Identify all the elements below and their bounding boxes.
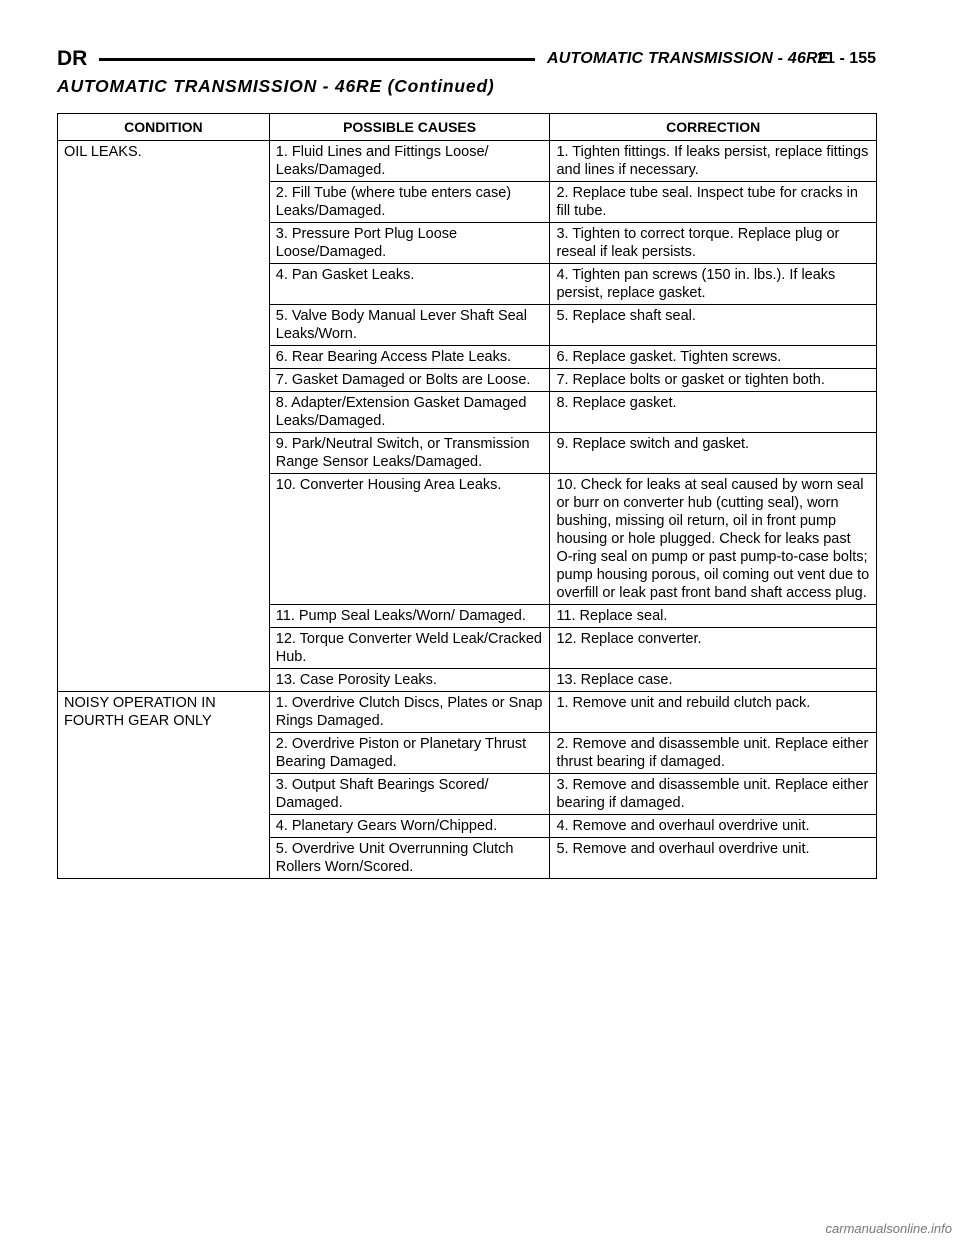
cause-cell: 5. Valve Body Manual Lever Shaft Seal Leaks/Worn. <box>269 305 550 346</box>
cause-cell: 5. Overdrive Unit Overrunning Clutch Rollers Worn/Scored. <box>269 838 550 879</box>
correction-cell: 1. Remove unit and rebuild clutch pack. <box>550 692 877 733</box>
cause-cell: 13. Case Porosity Leaks. <box>269 669 550 692</box>
correction-cell: 4. Remove and overhaul overdrive unit. <box>550 815 877 838</box>
header-rule <box>99 58 535 61</box>
cause-cell: 3. Output Shaft Bearings Scored/ Damaged. <box>269 774 550 815</box>
cause-cell: 10. Converter Housing Area Leaks. <box>269 474 550 605</box>
correction-cell: 3. Remove and disassemble unit. Replace either bearing if damaged. <box>550 774 877 815</box>
cause-cell: 3. Pressure Port Plug Loose Loose/Damaged. <box>269 223 550 264</box>
table-row <box>58 692 877 733</box>
cause-cell: 4. Planetary Gears Worn/Chipped. <box>269 815 550 838</box>
cause-cell: 1. Fluid Lines and Fittings Loose/ Leaks/Damaged. <box>269 141 550 182</box>
correction-cell: 12. Replace converter. <box>550 628 877 669</box>
cause-cell: 12. Torque Converter Weld Leak/Cracked Hub. <box>269 628 550 669</box>
cause-cell: 4. Pan Gasket Leaks. <box>269 264 550 305</box>
correction-cell: 2. Remove and disassemble unit. Replace either thrust bearing if damaged. <box>550 733 877 774</box>
correction-cell: 13. Replace case. <box>550 669 877 692</box>
correction-cell: 5. Replace shaft seal. <box>550 305 877 346</box>
cause-cell: 11. Pump Seal Leaks/Worn/ Damaged. <box>269 605 550 628</box>
page-header <box>57 44 876 74</box>
header-left-label: DR <box>57 47 88 70</box>
correction-cell: 11. Replace seal. <box>550 605 877 628</box>
header-section-title: AUTOMATIC TRANSMISSION - 46RE <box>547 50 829 67</box>
cause-cell: 8. Adapter/Extension Gasket Damaged Leaks/Damaged. <box>269 392 550 433</box>
correction-cell: 8. Replace gasket. <box>550 392 877 433</box>
correction-cell: 9. Replace switch and gasket. <box>550 433 877 474</box>
cause-cell: 2. Overdrive Piston or Planetary Thrust Bearing Damaged. <box>269 733 550 774</box>
table-row <box>58 141 877 182</box>
correction-cell: 10. Check for leaks at seal caused by worn seal or burr on converter hub (cutting seal), worn bushing, missing oil return, oil in front pump housing or hole plugged. Check for leaks past O-ring seal on pump or past pump-to-case bolts; pump housing porous, oil coming out vent due to overfill or leak past front band shaft access plug. <box>550 474 877 605</box>
column-header-causes: POSSIBLE CAUSES <box>269 114 550 141</box>
condition-cell: NOISY OPERATION IN FOURTH GEAR ONLY <box>58 692 270 879</box>
diagnosis-table <box>57 113 877 879</box>
correction-cell: 5. Remove and overhaul overdrive unit. <box>550 838 877 879</box>
table-header-row <box>58 114 877 141</box>
header-page-number: 21 - 155 <box>817 50 876 67</box>
watermark: carmanualsonline.info <box>825 1221 952 1236</box>
correction-cell: 4. Tighten pan screws (150 in. lbs.). If leaks persist, replace gasket. <box>550 264 877 305</box>
correction-cell: 2. Replace tube seal. Inspect tube for cracks in fill tube. <box>550 182 877 223</box>
condition-cell: OIL LEAKS. <box>58 141 270 692</box>
page-subtitle: AUTOMATIC TRANSMISSION - 46RE (Continued) <box>57 76 495 96</box>
correction-cell: 6. Replace gasket. Tighten screws. <box>550 346 877 369</box>
cause-cell: 1. Overdrive Clutch Discs, Plates or Snap Rings Damaged. <box>269 692 550 733</box>
correction-cell: 1. Tighten fittings. If leaks persist, replace fittings and lines if necessary. <box>550 141 877 182</box>
column-header-correction: CORRECTION <box>550 114 877 141</box>
table-body <box>58 141 877 879</box>
cause-cell: 2. Fill Tube (where tube enters case) Leaks/Damaged. <box>269 182 550 223</box>
correction-cell: 7. Replace bolts or gasket or tighten both. <box>550 369 877 392</box>
cause-cell: 7. Gasket Damaged or Bolts are Loose. <box>269 369 550 392</box>
cause-cell: 6. Rear Bearing Access Plate Leaks. <box>269 346 550 369</box>
cause-cell: 9. Park/Neutral Switch, or Transmission Range Sensor Leaks/Damaged. <box>269 433 550 474</box>
correction-cell: 3. Tighten to correct torque. Replace plug or reseal if leak persists. <box>550 223 877 264</box>
column-header-condition: CONDITION <box>58 114 270 141</box>
